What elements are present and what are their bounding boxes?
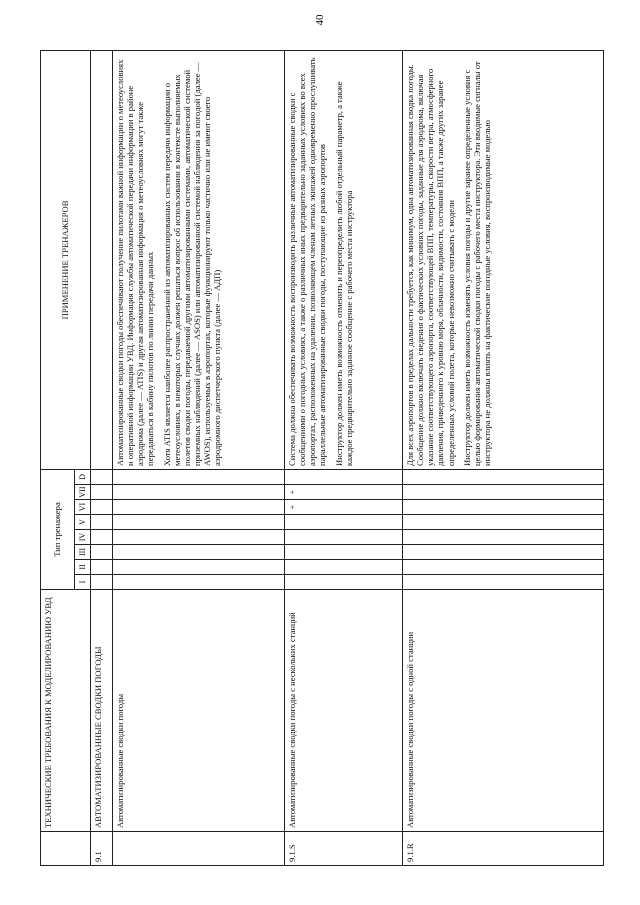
row-mark xyxy=(285,515,403,530)
row-mark xyxy=(91,545,113,560)
row-application xyxy=(403,51,604,470)
type-col-vi: VI xyxy=(75,500,91,515)
header-requirements: ТЕХНИЧЕСКИЕ ТРЕБОВАНИЯ К МОДЕЛИРОВАНИЮ УВД xyxy=(41,590,91,832)
application-paragraph: Хотя ATIS является наиболее распространенной из автоматизированных систем передачи информации о метеоусловиях, в некоторых случаях должен решаться вопрос об использовании в контексте выполняемых полетов сводки погоды, передаваемой другими автоматизированными системами, автоматической системой приземных наблюдений (далее — ASOS) или автоматизированной системой наблюдения за погодой (далее — AWOS), используемых в аэропортах, которые функционируют только частично или не имеют своего аэродромного диспетчерского пункта (далее — АДП) xyxy=(161,62,223,466)
row-mark xyxy=(91,575,113,590)
row-requirement: Автоматизированные сводки погоды с одной станции xyxy=(403,590,604,832)
row-mark xyxy=(91,560,113,575)
application-paragraph: Для всех аэропортов в пределах дальности требуется, как минимум, одна автоматизированная сводка погоды. Сообщение должно включать сведения о фактических условиях погоды, заданные для аэродрома, включая указание соответствующего аэропорта, соответствующей ВПП, температуры, скорости ветра, атмосферного давления, приведенного к уровню моря, облачности, видимости, состояния ВПП, а также других заранее определенных условий полета, которые невозможно считывать с модели xyxy=(405,64,456,466)
row-mark xyxy=(285,560,403,575)
row-requirement: Автоматизированные сводки погоды с нескольких станций xyxy=(285,590,403,832)
application-paragraph: Автоматизированные сводки погоды обеспечивают получение пилотами важной информации о метеоусловиях и оперативной информации УВД. Информация службы автоматической передачи информации в районе аэродрома (далее — ATIS) и другая автоматизированная информация о метеоусловиях могут также передаваться в кабину пилотов по линии передачи данных xyxy=(115,59,156,466)
type-col-iv: IV xyxy=(75,530,91,545)
row-mark xyxy=(113,530,285,545)
row-mark: + xyxy=(285,485,403,500)
application-paragraph: Инструктор должен иметь возможность изменять условия погоды и другие заранее определенные условия с целью формирования автоматической сводки погоды с рабочего места инструктора. Эти вводимые сигналы от инструктора не должны влиять на фактические погодные условия, воспроизводимые моделью xyxy=(461,61,492,466)
header-number-cell xyxy=(41,832,91,866)
type-col-iii: III xyxy=(75,545,91,560)
row-mark xyxy=(403,485,604,500)
row-mark xyxy=(403,469,604,484)
row-mark xyxy=(113,545,285,560)
row-requirement: АВТОМАТИЗИРОВАННЫЕ СВОДКИ ПОГОДЫ xyxy=(91,590,113,832)
header-trainer-type: Тип тренажера xyxy=(41,469,75,589)
row-number: 9.1 xyxy=(91,832,113,866)
row-mark xyxy=(285,575,403,590)
application-paragraph: Система должна обеспечивать возможность воспроизводить различные автоматизированные сводки с сообщениями о погодных условиях, а также о различных иных предварительно заданных условиях во всех аэропортах, расположенных на удалении, позволяющем членам летных экипажей одновременно прослушивать параллельные автоматизированные сводки погоды, поступающие из разных аэропортов xyxy=(287,57,328,466)
row-number xyxy=(113,832,285,866)
row-mark xyxy=(113,515,285,530)
row-mark: + xyxy=(285,500,403,515)
table-row xyxy=(113,51,285,866)
row-mark xyxy=(285,530,403,545)
type-col-d: D xyxy=(75,469,91,484)
requirements-table xyxy=(40,50,604,866)
type-col-vii: VII xyxy=(75,485,91,500)
row-number: 9.1.R xyxy=(403,832,604,866)
row-mark xyxy=(91,469,113,484)
row-mark xyxy=(113,500,285,515)
page-number: 40 xyxy=(314,14,326,26)
row-mark xyxy=(91,500,113,515)
row-mark xyxy=(91,530,113,545)
table-row xyxy=(403,51,604,866)
row-mark xyxy=(113,560,285,575)
row-mark xyxy=(285,545,403,560)
application-paragraph: Инструктор должен иметь возможность отменить и переопределить любой отдельный параметр, а также каждое предварительно заданное сообщение с рабочего места инструктора xyxy=(333,81,354,466)
row-mark xyxy=(113,469,285,484)
row-requirement: Автоматизированные сводки погоды xyxy=(113,590,285,832)
row-mark xyxy=(403,575,604,590)
row-mark xyxy=(91,515,113,530)
row-application xyxy=(113,51,285,470)
row-mark xyxy=(285,469,403,484)
type-col-v: V xyxy=(75,515,91,530)
table-row xyxy=(91,51,113,866)
rotated-table-wrapper xyxy=(40,50,604,866)
row-mark xyxy=(91,485,113,500)
row-number: 9.1.S xyxy=(285,832,403,866)
row-mark xyxy=(403,545,604,560)
row-application xyxy=(285,51,403,470)
header-application: ПРИМЕНЕНИЕ ТРЕНАЖЕРОВ xyxy=(41,51,91,470)
type-col-i: I xyxy=(75,575,91,590)
type-col-ii: II xyxy=(75,560,91,575)
row-mark xyxy=(403,530,604,545)
row-mark xyxy=(403,515,604,530)
table-row xyxy=(285,51,403,866)
row-mark xyxy=(113,485,285,500)
row-application xyxy=(91,51,113,470)
row-mark xyxy=(113,575,285,590)
row-mark xyxy=(403,560,604,575)
row-mark xyxy=(403,500,604,515)
